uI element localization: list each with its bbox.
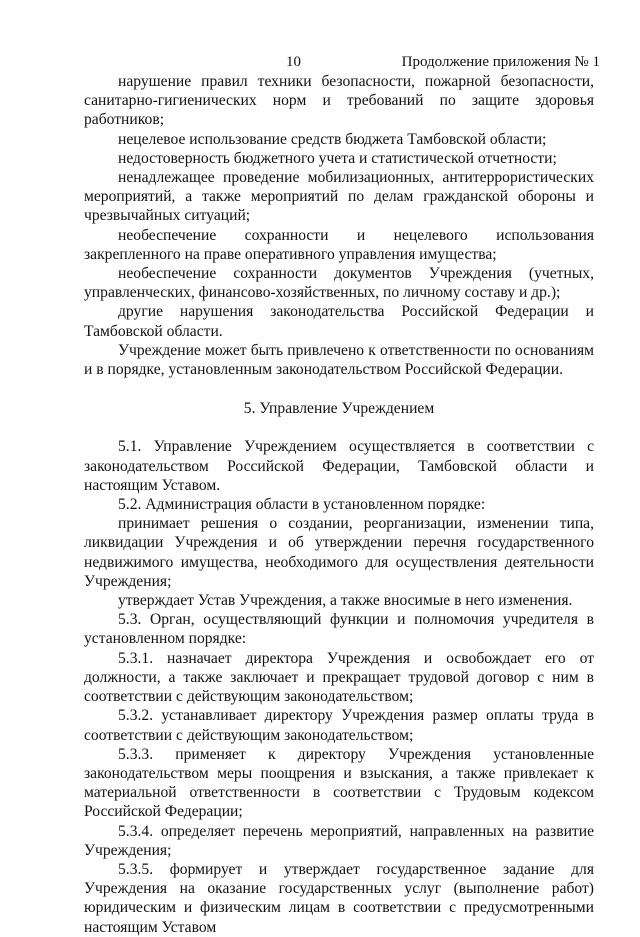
paragraph: необеспечение сохранности и нецелевого использования закрепленного на праве оперативного управления имущества; [84,226,594,263]
paragraph: 5.3.3. применяет к директору Учреждения установленные законодательством меры поощрения и взыскания, а также привлекает к материальной ответственности в соответствии с Трудовым кодексом Российской Федерации; [84,745,594,821]
paragraph: 5.1. Управление Учреждением осуществляется в соответствии с законодательством Российской Федерации, Тамбовской области и настоящим Уставом. [84,438,594,494]
paragraph: недостоверность бюджетного учета и статистической отчетности; [118,149,557,167]
paragraph: 5.3. Орган, осуществляющий функции и полномочия учредителя в установленном порядке: [84,611,594,648]
page-number: 10 [286,54,301,70]
paragraph: нарушение правил техники безопасности, пожарной безопасности, санитарно-гигиенических норм и требований по защите здоровья работников; [84,73,594,129]
paragraph: утверждает Устав Учреждения, а также вносимые в него изменения. [118,592,573,610]
document-body [84,72,594,937]
section-heading: 5. Управление Учреждением [243,400,435,418]
paragraph: 5.2. Администрация области в установленном порядке: [118,496,486,514]
paragraph: необеспечение сохранности документов Учреждения (учетных, управленческих, финансово-хозяйственных, по личному составу и др.); [84,265,594,302]
paragraph: 5.3.5. формирует и утверждает государственное задание для Учреждения на оказание государственных услуг (выполнение работ) юридическим и физическим лицам в соответствии с предусмотренными настоящим Уставом [84,860,594,936]
appendix-continuation-label: Продолжение приложения № 1 [401,54,600,70]
paragraph: другие нарушения законодательства Российской Федерации и Тамбовской области. [84,303,594,340]
paragraph: Учреждение может быть привлечено к ответственности по основаниям и в порядке, установленным законодательством Российской Федерации. [84,341,594,379]
paragraph: 5.3.2. устанавливает директору Учреждения размер оплаты труда в соответствии с действующим законодательством; [84,707,594,744]
paragraph: принимает решения о создании, реорганизации, изменении типа, ликвидации Учреждения и об утверждении перечня государственного недвижимого имущества, необходимого для осуществления деятельности Учреждения; [84,515,594,590]
paragraph: ненадлежащее проведение мобилизационных, антитеррористических мероприятий, а также мероприятий по делам гражданской обороны и чрезвычайных ситуаций; [84,169,594,225]
paragraph: 5.3.1. назначает директора Учреждения и освобождает его от должности, а также заключает и прекращает трудовой договор с ним в соответствии с действующим законодательством; [84,649,594,706]
paragraph: нецелевое использование средств бюджета Тамбовской области; [118,130,547,148]
paragraph: 5.3.4. определяет перечень мероприятий, направленных на развитие Учреждения; [84,822,594,859]
